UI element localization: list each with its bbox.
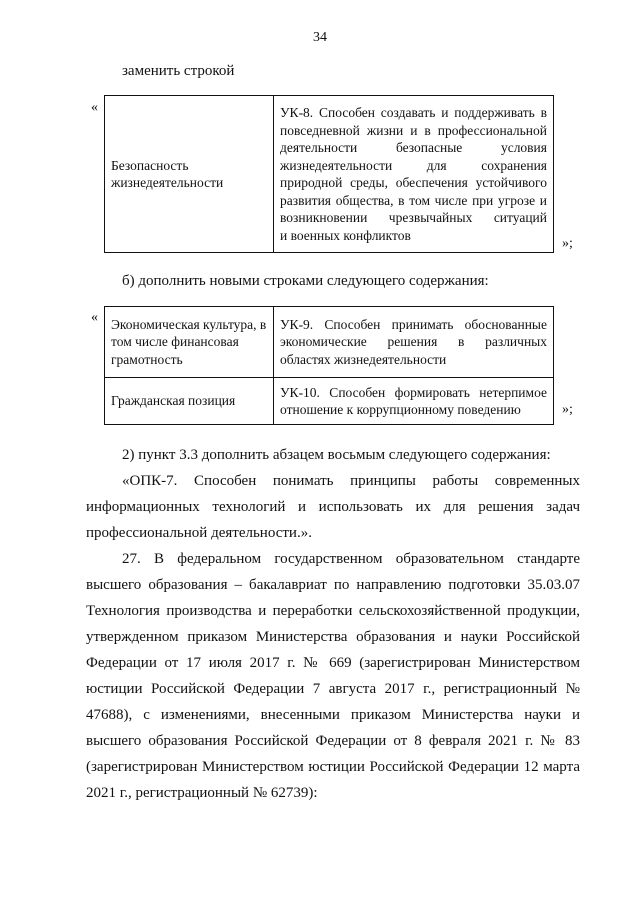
- competence-text-last-line: и военных конфликтов: [280, 227, 411, 243]
- table-cell-category: Гражданская позиция: [105, 378, 274, 425]
- opk-7-text: «ОПК-7. Способен понимать принципы работы современных информационных технологий и использовать их для решения задач профессиональной деятельности.».: [86, 473, 580, 541]
- table-row: [105, 96, 554, 253]
- replacement-table: [104, 95, 554, 253]
- page-number: 34: [313, 30, 327, 45]
- table1-close-quote: »;: [562, 236, 573, 251]
- section-b-text: б) дополнить новыми строками следующего содержания:: [122, 273, 489, 289]
- item-27-text: 27. В федеральном государственном образовательном стандарте высшего образования – бакалавриат по направлению подготовки 35.03.07 Технология производства и переработки сельскохозяйственной продукции, утвержденном приказом Министерства образования и науки Российской Федерации от 17 июля 2017 г. № 669 (зарегистрирован Министерством юстиции Российской Федерации 7 августа 2017 г., регистрационный № 47688), с изменениями, внесенными приказом Министерства науки и высшего образования Российской Федерации от 8 февраля 2021 г. № 83 (зарегистрирован Министерством юстиции Российской Федерации 12 марта 2021 г., регистрационный № 62739):: [86, 551, 580, 801]
- intro-text: заменить строкой: [122, 63, 235, 79]
- table-row: [105, 378, 554, 425]
- table-cell-category: Безопасность жизнедеятельности: [105, 96, 274, 253]
- table-cell-competence: УК-9. Способен принимать обоснованные экономические решения в различных областях жизнедеятельности: [274, 307, 554, 378]
- addition-table: [104, 306, 554, 425]
- table-cell-competence: УК-10. Способен формировать нетерпимое отношение к коррупционному поведению: [274, 378, 554, 425]
- table-cell-category: Экономическая культура, в том числе финансовая грамотность: [105, 307, 274, 378]
- item-2-text: 2) пункт 3.3 дополнить абзацем восьмым следующего содержания:: [122, 447, 551, 463]
- table2-open-quote: «: [91, 310, 98, 325]
- table-cell-competence: [274, 96, 554, 253]
- table-row: [105, 307, 554, 378]
- table2-close-quote: »;: [562, 402, 573, 417]
- table1-open-quote: «: [91, 100, 98, 115]
- competence-text: УК-8. Способен создавать и поддерживать в повседневной жизни и в профессиональной деятельности безопасные условия жизнедеятельности для сохранения природной среды, обеспечения устойчивого развития общества, в том числе при угрозе и возникновении чрезвычайных ситуаций: [280, 105, 547, 225]
